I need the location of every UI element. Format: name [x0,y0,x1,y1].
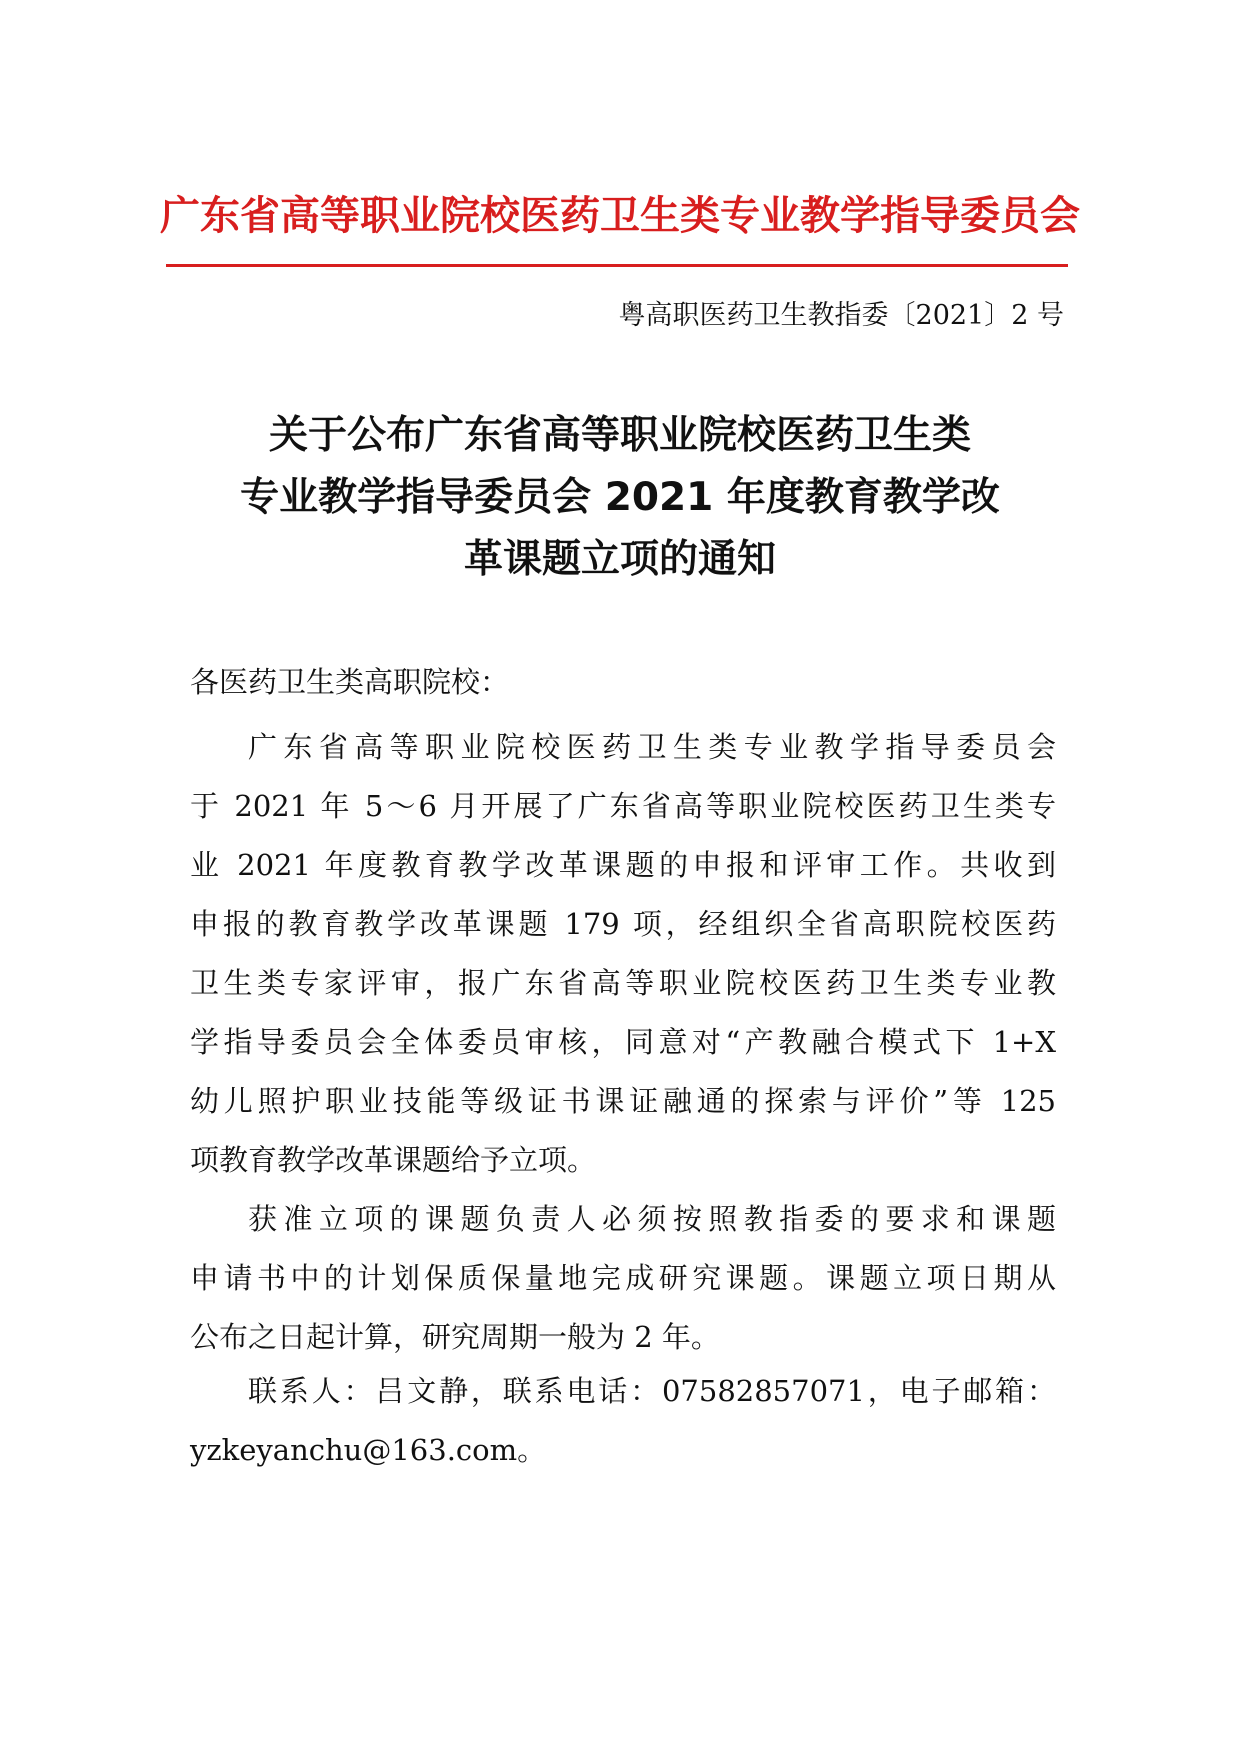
paragraph-line: 业 2021 年度教育教学改革课题的申报和评审工作。共收到 [190,848,1056,882]
paragraph-line: 广东省高等职业院校医药卫生类专业教学指导委员会 [248,730,1056,764]
document-number: 粤高职医药卫生教指委〔2021〕2 号 [618,300,1064,331]
paragraph-line: 于 2021 年 5～6 月开展了广东省高等职业院校医药卫生类专 [190,789,1056,823]
paragraph-line: 获准立项的课题负责人必须按照教指委的要求和课题 [248,1202,1056,1236]
paragraph-line: 申请书中的计划保质保量地完成研究课题。课题立项日期从 [190,1261,1056,1295]
issuing-organization-header: 广东省高等职业院校医药卫生类专业教学指导委员会 [160,193,1080,239]
title-line: 革课题立项的通知 [463,537,776,582]
paragraph-line: 卫生类专家评审，报广东省高等职业院校医药卫生类专业教 [190,966,1056,1000]
paragraph-line: 公布之日起计算，研究周期一般为 2 年。 [190,1320,720,1354]
title-line: 专业教学指导委员会 2021 年度教育教学改 [240,475,1000,520]
paragraph-line: 申报的教育教学改革课题 179 项，经组织全省高职院校医药 [190,907,1056,941]
title-line: 关于公布广东省高等职业院校医药卫生类 [268,413,971,458]
red-header-divider [166,264,1068,267]
body-paragraph-2 [190,1190,1056,1367]
paragraph-line: 联系人：吕文静，联系电话：07582857071，电子邮箱： [248,1374,1056,1408]
notice-title [150,405,1090,591]
paragraph-line: 学指导委员会全体委员审核，同意对“产教融合模式下 1+X [190,1025,1056,1059]
body-paragraph-3 [190,1362,1056,1480]
body-paragraph-1 [190,718,1056,1190]
contact-email: yzkeyanchu@163.com。 [190,1433,547,1467]
salutation: 各医药卫生类高职院校： [190,665,510,699]
paragraph-line: 项教育教学改革课题给予立项。 [190,1143,597,1177]
paragraph-line: 幼儿照护职业技能等级证书课证融通的探索与评价”等 125 [190,1084,1056,1118]
